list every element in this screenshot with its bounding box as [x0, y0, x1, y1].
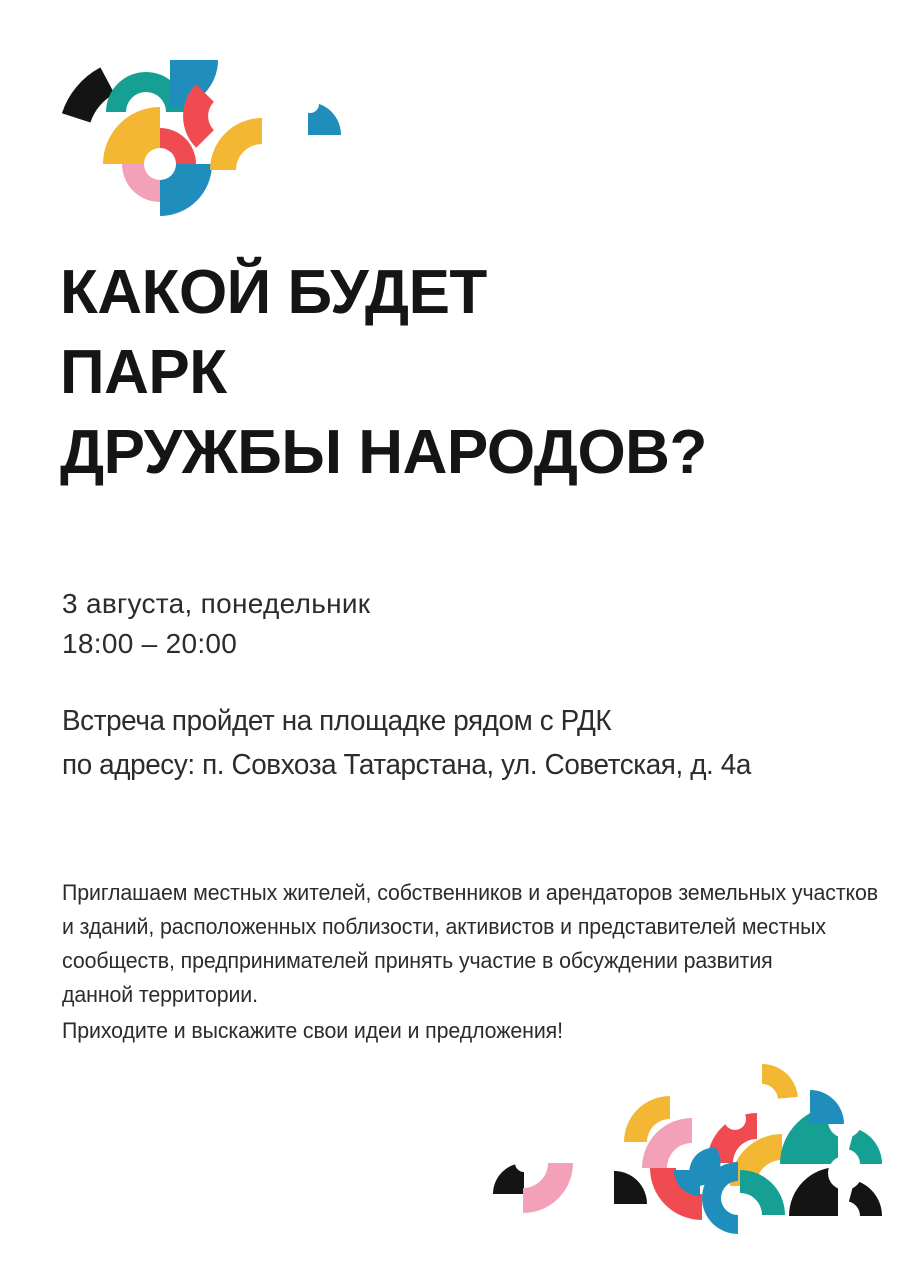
page-title — [60, 253, 880, 493]
arc-shape-blue — [160, 164, 212, 216]
arc-notch — [301, 95, 319, 113]
event-time: 18:00 – 20:00 — [62, 628, 238, 659]
invitation-line-1: Приглашаем местных жителей, собственников и арендаторов земельных участков — [62, 880, 879, 905]
arc-shape-black — [789, 1167, 838, 1216]
arc-shape-black — [493, 1163, 524, 1194]
arc-shape-teal — [740, 1170, 785, 1215]
arc-shape-blue — [308, 102, 341, 135]
venue-line-2: по адресу: п. Совхоза Татарстана, ул. Советская, д. 4а — [62, 749, 751, 781]
arc-shape-yellow — [210, 118, 262, 170]
arc-shape-yellow — [103, 107, 160, 164]
title-line-1: КАКОЙ БУДЕТ — [60, 258, 487, 327]
arc-shape-yellow — [730, 1134, 782, 1186]
arc-shape-red — [160, 128, 196, 164]
arc-shape-teal — [780, 1106, 838, 1164]
invitation-line-4: данной территории. — [62, 982, 258, 1007]
arc-shape-black — [614, 1171, 647, 1204]
title-line-2: ПАРК — [60, 338, 227, 407]
arc-shape-blue — [170, 60, 218, 108]
schedule-block — [62, 584, 370, 664]
arc-notch — [828, 1104, 862, 1138]
invitation-line-2: и зданий, расположенных поблизости, активистов и представителей местных — [62, 914, 826, 939]
arc-shape-blue — [689, 1148, 720, 1186]
arc-shape-red — [183, 84, 214, 148]
event-date: 3 августа, понедельник — [62, 588, 371, 619]
arc-shape-teal — [849, 1128, 882, 1164]
title-line-3: ДРУЖБЫ НАРОДОВ? — [60, 418, 707, 487]
arc-shape-blue — [702, 1162, 738, 1234]
venue-line-1: Встреча пройдет на площадке рядом с РДК — [62, 705, 612, 737]
venue-block — [62, 699, 751, 787]
arc-notch — [724, 1108, 746, 1130]
cta-text: Приходите и выскажите свои идеи и предложения! — [62, 1018, 563, 1043]
arc-shape-yellow — [762, 1064, 798, 1099]
arc-shape-red — [707, 1113, 757, 1163]
arc-shape-blue — [810, 1090, 844, 1124]
arc-shape-pink — [642, 1118, 692, 1168]
arc-shape-red — [650, 1168, 702, 1220]
arc-shape-pink — [523, 1163, 573, 1213]
arc-shape-yellow — [624, 1096, 670, 1142]
invitation-line-3: сообществ, предпринимателей принять участие в обсуждении развития — [62, 948, 773, 973]
arc-notch — [515, 1154, 533, 1172]
arc-shape-pink — [122, 164, 160, 202]
arc-shape-teal — [106, 72, 186, 112]
arc-shape-black — [849, 1180, 882, 1216]
arc-notch — [828, 1156, 862, 1190]
decoration-top-left — [62, 60, 341, 216]
decoration-bottom-right — [493, 1064, 882, 1234]
invitation-text — [62, 876, 878, 1012]
arc-shape-black — [62, 67, 115, 122]
arc-shape-blue — [674, 1170, 700, 1196]
